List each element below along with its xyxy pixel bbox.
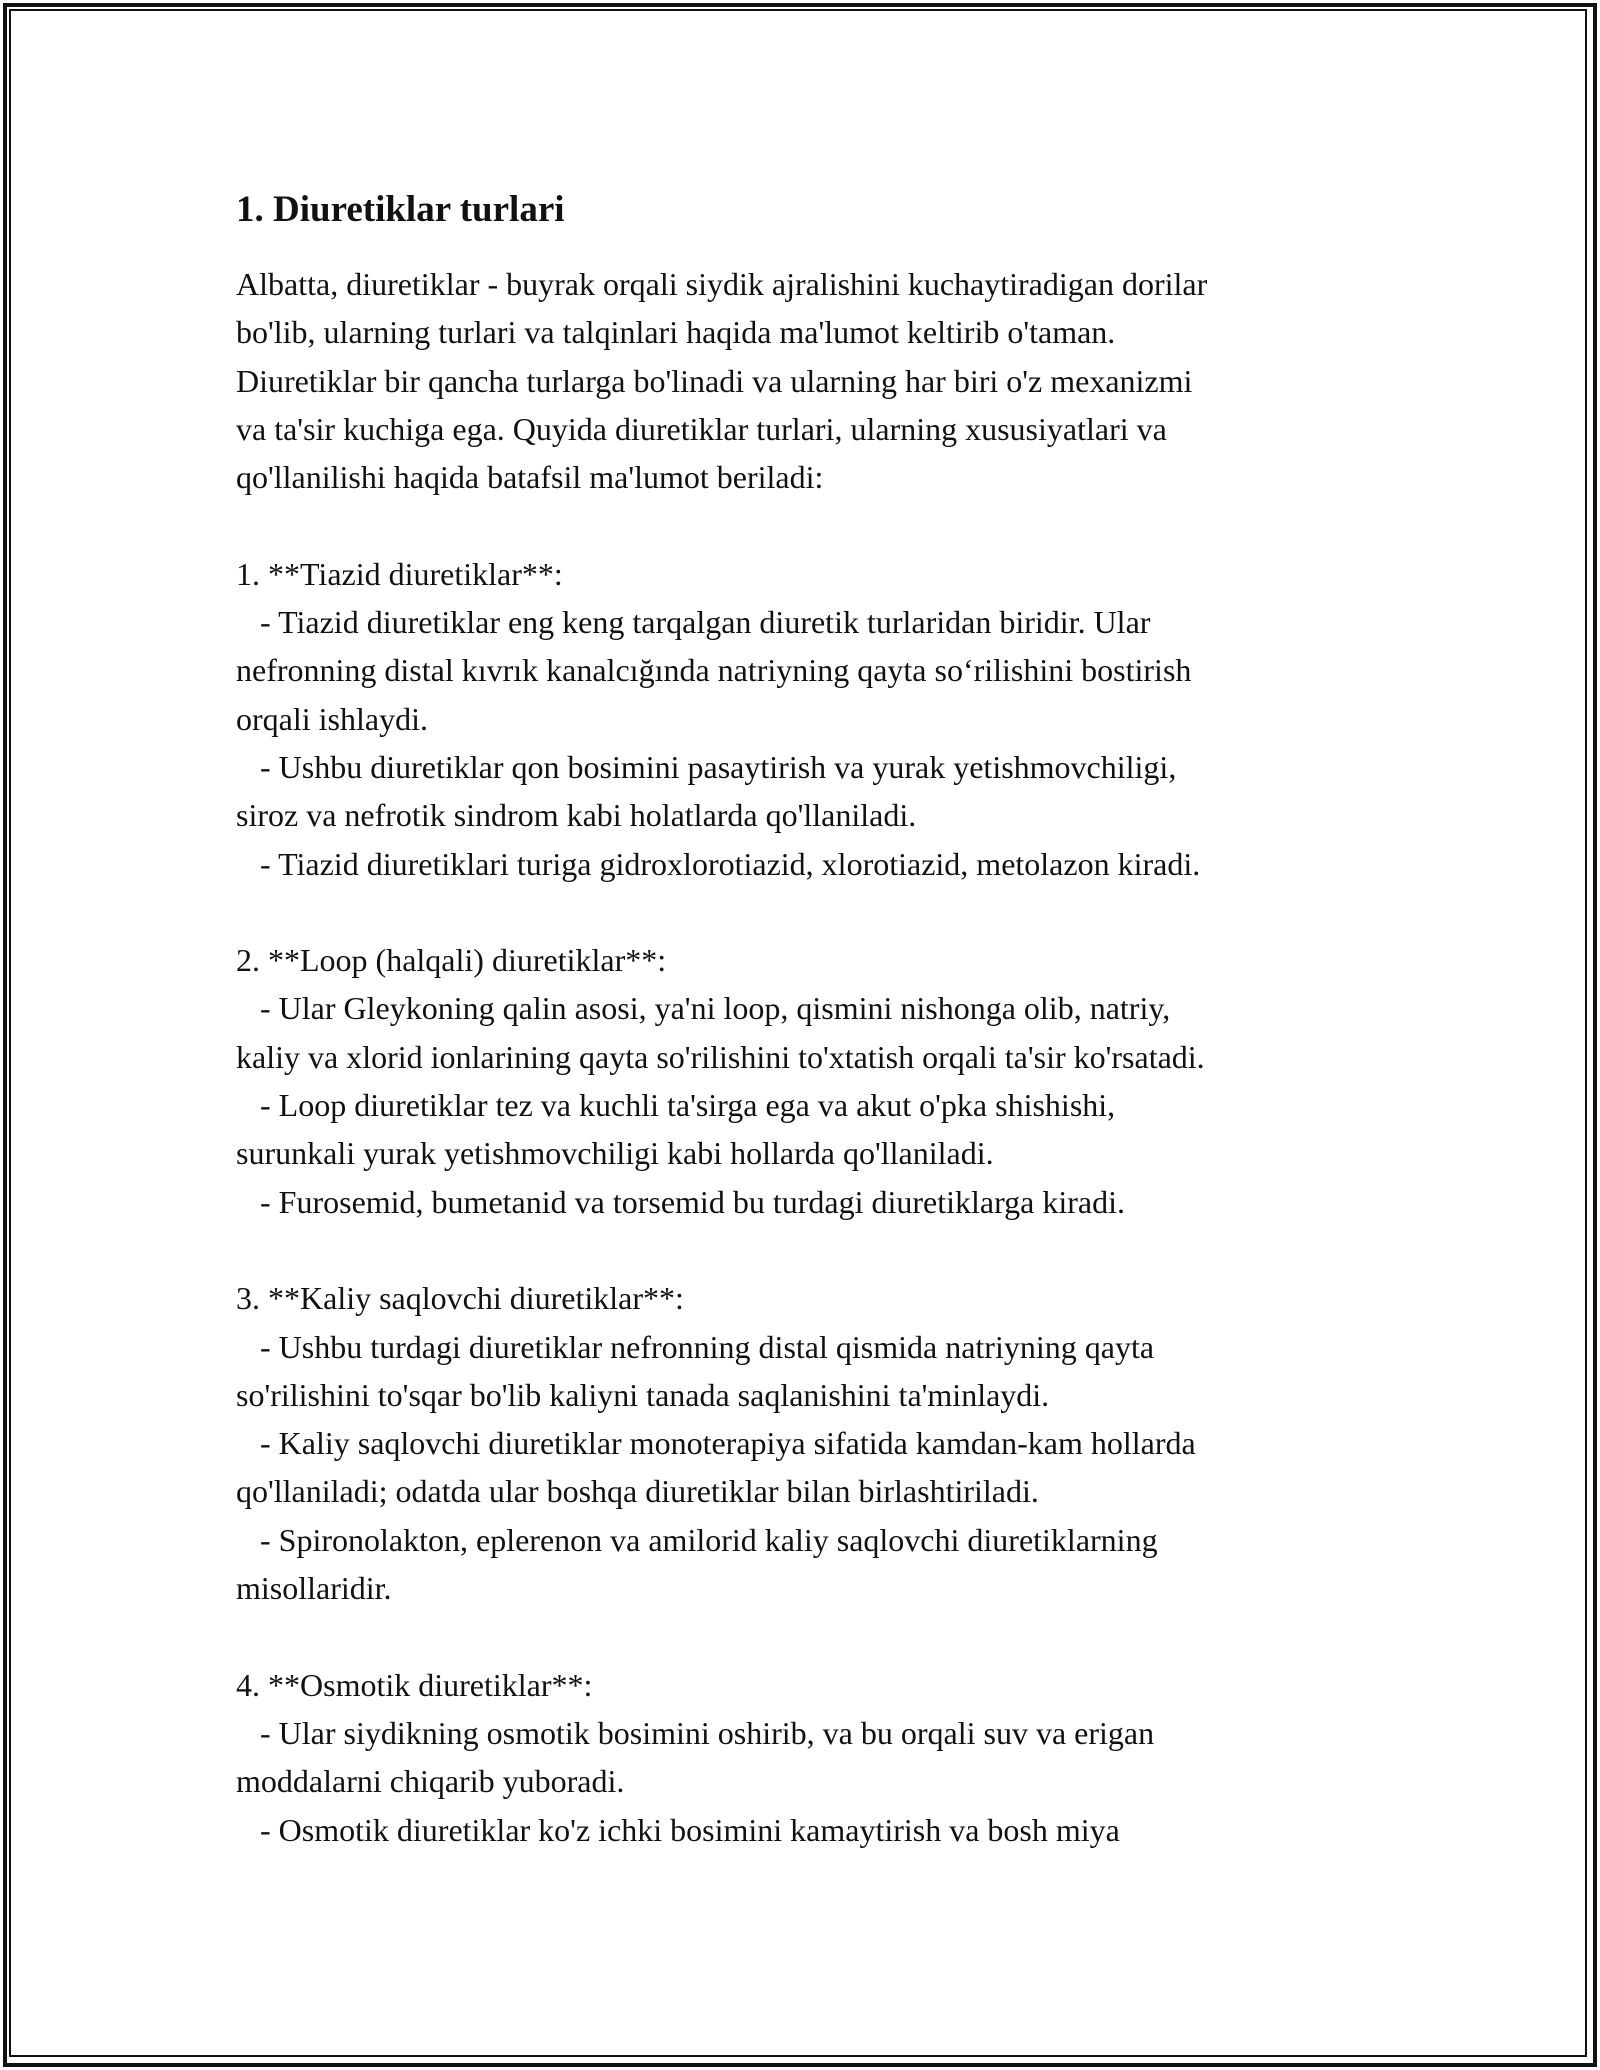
text-line: bo'lib, ularning turlari va talqinlari haqida ma'lumot keltirib o'taman. [236,314,1116,351]
text-line: 4. **Osmotik diuretiklar**: [236,1666,593,1703]
text-line: siroz va nefrotik sindrom kabi holatlarda qo'llaniladi. [236,797,917,834]
text-line: - Furosemid, bumetanid va torsemid bu turdagi diuretiklarga kiradi. [236,1183,1125,1220]
text-line: - Kaliy saqlovchi diuretiklar monoterapiya sifatida kamdan-kam hollarda [236,1425,1196,1462]
text-line: - Tiazid diuretiklar eng keng tarqalgan diuretik turlaridan biridir. Ular [236,604,1151,641]
text-line: - Spironolakton, eplerenon va amilorid kaliy saqlovchi diuretiklarning [236,1521,1158,1558]
text-line: Diuretiklar bir qancha turlarga bo'linadi va ularning har biri o'z mexanizmi [236,362,1193,399]
text-line: 2. **Loop (halqali) diuretiklar**: [236,942,667,979]
blank-line [236,1226,1376,1274]
text-line: nefronning distal kıvrık kanalcığında natriyning qayta soʻrilishini bostirish [236,652,1192,689]
text-line: va ta'sir kuchiga ega. Quyida diuretiklar turlari, ularning xususiyatlari va [236,410,1167,447]
text-line: 3. **Kaliy saqlovchi diuretiklar**: [236,1280,684,1317]
text-line: qo'llaniladi; odatda ular boshqa diuretiklar bilan birlashtiriladi. [236,1473,1039,1510]
text-line: - Ular siydikning osmotik bosimini oshirib, va bu orqali suv va erigan [236,1714,1155,1751]
text-line: - Ular Gleykoning qalin asosi, ya'ni loop, qismini nishonga olib, natriy, [236,990,1171,1027]
text-line: 1. **Tiazid diuretiklar**: [236,555,563,592]
text-line: so'rilishini to'sqar bo'lib kaliyni tanada saqlanishini ta'minlaydi. [236,1376,1050,1413]
text-line: Albatta, diuretiklar - buyrak orqali siydik ajralishini kuchaytiradigan dorilar [236,266,1208,302]
text-line: - Ushbu diuretiklar qon bosimini pasaytirish va yurak yetishmovchiligi, [236,748,1177,785]
blank-line [236,1612,1376,1660]
text-line: - Loop diuretiklar tez va kuchli ta'sirga ega va akut o'pka shishishi, [236,1087,1116,1124]
text-line: - Ushbu turdagi diuretiklar nefronning distal qismida natriyning qayta [236,1328,1155,1365]
text-line: misollaridir. [236,1570,392,1607]
blank-line [236,888,1376,936]
blank-line [236,501,1376,549]
text-line: surunkali yurak yetishmovchiligi kabi hollarda qo'llaniladi. [236,1135,994,1172]
text-line: kaliy va xlorid ionlarining qayta so'rilishini to'xtatish orqali ta'sir ko'rsatadi. [236,1038,1205,1075]
text-line: moddalarni chiqarib yuboradi. [236,1763,625,1800]
text-line: - Osmotik diuretiklar ko'z ichki bosimini kamaytirish va bosh miya [236,1811,1120,1848]
text-line: orqali ishlaydi. [236,700,428,737]
document-text [236,260,1376,1854]
section-heading: 1. Diuretiklar turlari [236,189,565,230]
text-line: - Tiazid diuretiklari turiga gidroxlorotiazid, xlorotiazid, metolazon kiradi. [236,845,1201,882]
document-body [236,186,1376,1854]
text-line: qo'llanilishi haqida batafsil ma'lumot beriladi: [236,459,824,496]
